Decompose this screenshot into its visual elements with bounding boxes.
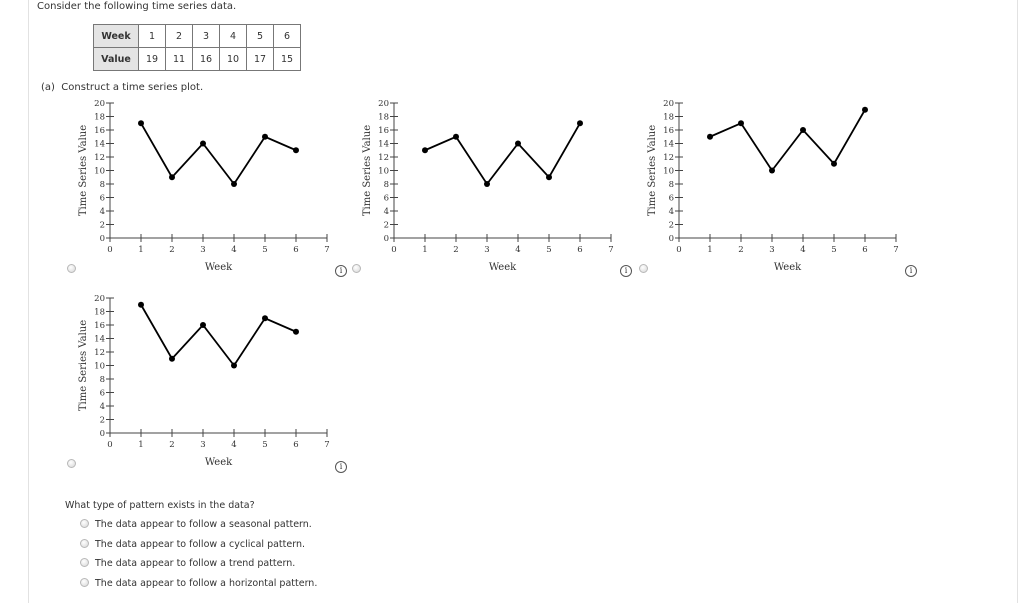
x-tick-label: 4 (800, 245, 806, 255)
intro-text: Consider the following time series data. (37, 1, 237, 12)
y-tick-label: 18 (378, 112, 389, 123)
option-label: The data appear to follow a trend pattern. (95, 558, 296, 569)
y-tick-label: 14 (378, 139, 389, 150)
table-cell: 6 (274, 25, 301, 48)
y-tick-label: 16 (663, 126, 674, 136)
table-cell: 1 (139, 25, 166, 48)
data-point (262, 315, 268, 321)
x-tick-label: 1 (138, 440, 144, 450)
y-axis-label: Time Series Value (362, 124, 373, 217)
y-tick-label: 14 (663, 139, 674, 150)
y-tick-label: 6 (99, 193, 105, 204)
time-series-plot-option-2 (361, 98, 631, 278)
y-tick-label: 18 (94, 307, 105, 318)
table-cell: 4 (220, 25, 247, 48)
x-tick-label: 6 (293, 245, 299, 255)
pattern-option-cyclical[interactable] (80, 539, 305, 550)
x-tick-label: 0 (676, 245, 682, 255)
y-tick-label: 10 (94, 361, 105, 372)
y-tick-label: 8 (668, 180, 674, 190)
y-tick-label: 2 (99, 220, 105, 231)
y-tick-label: 20 (378, 99, 389, 109)
y-tick-label: 18 (94, 112, 105, 123)
radio-trend[interactable] (80, 558, 89, 567)
data-point (231, 363, 237, 369)
table-header-week: Week (94, 25, 139, 48)
y-tick-label: 12 (663, 153, 674, 163)
part-a-label: (a) (41, 82, 55, 93)
series-line (141, 305, 296, 366)
x-tick-label: 2 (169, 245, 175, 255)
data-point (138, 302, 144, 308)
option-label: The data appear to follow a cyclical pattern. (95, 539, 305, 550)
time-series-table (93, 24, 301, 71)
table-cell: 15 (274, 48, 301, 71)
info-icon[interactable]: i (905, 265, 917, 277)
x-tick-label: 0 (391, 245, 397, 255)
plot-option-2-radio[interactable] (352, 264, 361, 273)
x-tick-label: 7 (324, 440, 330, 450)
x-tick-label: 5 (546, 245, 552, 255)
x-tick-label: 3 (200, 440, 206, 450)
table-cell: 17 (247, 48, 274, 71)
y-tick-label: 0 (383, 234, 389, 244)
data-point (262, 134, 268, 140)
y-tick-label: 20 (94, 294, 105, 304)
y-tick-label: 18 (663, 112, 674, 123)
x-tick-label: 4 (231, 440, 237, 450)
x-tick-label: 2 (453, 245, 459, 255)
data-point (800, 127, 806, 133)
y-tick-label: 0 (99, 429, 105, 439)
y-tick-label: 8 (99, 375, 105, 385)
data-point (484, 181, 490, 187)
y-tick-label: 4 (99, 207, 105, 217)
y-tick-label: 20 (94, 99, 105, 109)
y-axis-label: Time Series Value (78, 319, 89, 412)
y-axis-label: Time Series Value (78, 124, 89, 217)
table-cell: 10 (220, 48, 247, 71)
data-point (707, 134, 713, 140)
part-a-text: Construct a time series plot. (61, 82, 204, 93)
y-tick-label: 0 (99, 234, 105, 244)
x-axis-label: Week (488, 262, 517, 273)
data-point (515, 141, 521, 147)
data-point (453, 134, 459, 140)
series-line (141, 123, 296, 184)
x-tick-label: 2 (738, 245, 744, 255)
x-tick-label: 1 (138, 245, 144, 255)
y-tick-label: 2 (99, 415, 105, 426)
data-point (422, 147, 428, 153)
data-point (769, 168, 775, 174)
x-axis-label: Week (773, 262, 802, 273)
x-tick-label: 5 (262, 245, 268, 255)
y-tick-label: 16 (94, 321, 105, 331)
y-tick-label: 20 (663, 99, 674, 109)
info-icon[interactable]: i (620, 265, 632, 277)
y-tick-label: 8 (383, 180, 389, 190)
part-a-prompt (41, 82, 203, 93)
x-tick-label: 5 (262, 440, 268, 450)
data-point (577, 120, 583, 126)
y-tick-label: 14 (94, 139, 105, 150)
plot-option-3-radio[interactable] (639, 264, 648, 273)
y-tick-label: 6 (99, 388, 105, 399)
y-tick-label: 12 (94, 153, 105, 163)
table-cell: 16 (193, 48, 220, 71)
x-tick-label: 4 (515, 245, 521, 255)
x-tick-label: 6 (577, 245, 583, 255)
y-tick-label: 2 (668, 220, 674, 231)
y-tick-label: 0 (668, 234, 674, 244)
x-tick-label: 1 (422, 245, 428, 255)
pattern-question: What type of pattern exists in the data? (65, 500, 255, 511)
y-tick-label: 4 (383, 207, 389, 217)
data-point (831, 161, 837, 167)
table-row-value (94, 48, 301, 71)
data-point (169, 356, 175, 362)
y-axis-label: Time Series Value (647, 124, 658, 217)
data-point (862, 107, 868, 113)
x-tick-label: 7 (893, 245, 899, 255)
table-cell: 5 (247, 25, 274, 48)
table-row-week (94, 25, 301, 48)
x-tick-label: 7 (324, 245, 330, 255)
x-tick-label: 2 (169, 440, 175, 450)
x-tick-label: 6 (862, 245, 868, 255)
data-point (738, 120, 744, 126)
y-tick-label: 4 (99, 402, 105, 412)
x-tick-label: 0 (107, 440, 113, 450)
x-axis-label: Week (204, 262, 233, 273)
info-icon[interactable]: i (335, 265, 347, 277)
y-tick-label: 2 (383, 220, 389, 231)
data-point (546, 174, 552, 180)
y-tick-label: 12 (94, 348, 105, 358)
pattern-option-horizontal[interactable] (80, 578, 317, 589)
data-point (138, 120, 144, 126)
info-icon[interactable]: i (335, 461, 347, 473)
y-tick-label: 8 (99, 180, 105, 190)
data-point (200, 141, 206, 147)
data-point (293, 147, 299, 153)
option-label: The data appear to follow a seasonal pattern. (95, 519, 312, 530)
table-header-value: Value (94, 48, 139, 71)
y-tick-label: 10 (663, 166, 674, 177)
data-point (169, 174, 175, 180)
radio-cyclical[interactable] (80, 539, 89, 548)
plot-option-1-radio[interactable] (67, 264, 76, 273)
x-tick-label: 7 (608, 245, 614, 255)
table-cell: 3 (193, 25, 220, 48)
y-tick-label: 16 (94, 126, 105, 136)
x-tick-label: 4 (231, 245, 237, 255)
y-tick-label: 6 (668, 193, 674, 204)
x-tick-label: 3 (200, 245, 206, 255)
option-label: The data appear to follow a horizontal pattern. (95, 578, 318, 589)
x-tick-label: 3 (484, 245, 490, 255)
table-cell: 2 (166, 25, 193, 48)
x-tick-label: 3 (769, 245, 775, 255)
radio-seasonal[interactable] (80, 519, 89, 528)
time-series-plot-option-4 (77, 293, 347, 473)
x-tick-label: 6 (293, 440, 299, 450)
table-cell: 19 (139, 48, 166, 71)
y-tick-label: 14 (94, 334, 105, 345)
data-point (200, 322, 206, 328)
x-tick-label: 0 (107, 245, 113, 255)
y-tick-label: 12 (378, 153, 389, 163)
y-tick-label: 10 (378, 166, 389, 177)
table-cell: 11 (166, 48, 193, 71)
y-tick-label: 4 (668, 207, 674, 217)
time-series-plot-option-1 (77, 98, 347, 278)
pattern-option-seasonal[interactable] (80, 519, 312, 530)
x-tick-label: 5 (831, 245, 837, 255)
plot-option-4-radio[interactable] (67, 459, 76, 468)
y-tick-label: 10 (94, 166, 105, 177)
x-axis-label: Week (204, 457, 233, 468)
y-tick-label: 6 (383, 193, 389, 204)
time-series-plot-option-3 (646, 98, 916, 278)
series-line (710, 110, 865, 171)
data-point (231, 181, 237, 187)
data-point (293, 329, 299, 335)
x-tick-label: 1 (707, 245, 713, 255)
radio-horizontal[interactable] (80, 578, 89, 587)
series-line (425, 123, 580, 184)
pattern-option-trend[interactable] (80, 558, 295, 569)
y-tick-label: 16 (378, 126, 389, 136)
